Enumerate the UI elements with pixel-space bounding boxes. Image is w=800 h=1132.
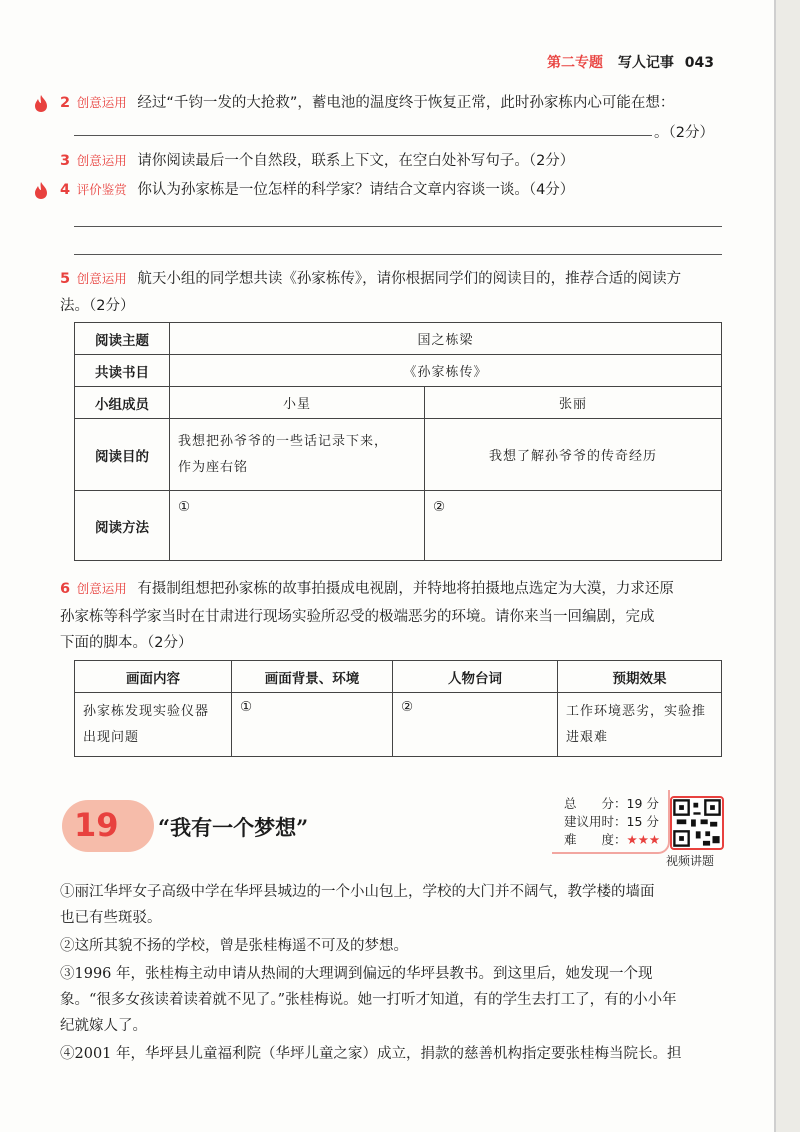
theme-label: 阅读主题 (75, 323, 170, 355)
lesson-title: “我有一个梦想” (158, 815, 309, 840)
method-b-blank[interactable]: ② (425, 491, 722, 561)
passage-line: 象。“很多女孩读着读着就不见了。”张桂梅说。她一打听才知道，有的学生去打工了，有的小小年 (60, 992, 677, 1008)
passage-line: ④2001 年，华坪县儿童福利院（华坪儿童之家）成立，捐款的慈善机构指定要张桂梅当院长。担 (60, 1046, 682, 1062)
question-2-tail: 。（2分） (654, 125, 714, 141)
question-2-text: 经过“千钧一发的大抢救”，蓄电池的温度终于恢复正常，此时孙家栋内心可能在想： (137, 95, 675, 111)
effect-cell: 工作环境恶劣，实验推 进艰难 (558, 693, 722, 757)
question-4: 4 评价鉴赏 你认为孙家栋是一位怎样的科学家？请结合文章内容谈一谈。（4分） (60, 182, 575, 198)
dialogue-blank[interactable]: ② (393, 693, 558, 757)
lesson-number-badge (62, 800, 154, 852)
answer-line-2[interactable] (74, 135, 652, 136)
page-header (547, 52, 714, 72)
qr-code-icon[interactable] (670, 796, 724, 850)
flame-icon (34, 182, 48, 199)
col-dialogue: 人物台词 (393, 661, 558, 693)
question-5: 5 创意运用 航天小组的同学想共读《孙家栋传》，请你根据同学们的阅读目的，推荐合适的阅读方 (60, 271, 682, 287)
header-topic: 第二专题 (547, 55, 604, 71)
passage-line: 也已有些斑驳。 (60, 910, 162, 926)
background-blank[interactable]: ① (232, 693, 393, 757)
book-value: 《孙家栋传》 (170, 355, 722, 387)
question-6: 6 创意运用 有摄制组想把孙家栋的故事拍摄成电视剧，并特地将拍摄地点选定为大漠，力求还原 (60, 581, 674, 597)
page-edge (774, 0, 800, 1132)
reading-table (74, 322, 722, 561)
purpose-b: 我想了解孙爷爷的传奇经历 (425, 419, 722, 491)
col-effect: 预期效果 (558, 661, 722, 693)
answer-line-4a[interactable] (74, 226, 722, 227)
answer-line-4b[interactable] (74, 254, 722, 255)
question-3-text: 请你阅读最后一个自然段，联系上下文，在空白处补写句子。（2分） (137, 153, 575, 169)
question-5-cont: 法。（2分） (60, 298, 135, 314)
question-3: 3 创意运用 请你阅读最后一个自然段，联系上下文，在空白处补写句子。（2分） (60, 153, 575, 169)
video-explanation-label[interactable]: 视频讲题 (666, 854, 715, 868)
member-label: 小组成员 (75, 387, 170, 419)
difficulty-stars: ★★★ (626, 832, 661, 847)
member-b: 张丽 (425, 387, 722, 419)
book-label: 共读书目 (75, 355, 170, 387)
question-5-text: 航天小组的同学想共读《孙家栋传》，请你根据同学们的阅读目的，推荐合适的阅读方 (137, 271, 682, 287)
method-label: 阅读方法 (75, 491, 170, 561)
passage-line: ①丽江华坪女子高级中学在华坪县城边的一个小山包上，学校的大门并不阔气，教学楼的墙面 (60, 884, 655, 900)
difficulty: 难 度：★★★ (564, 832, 661, 847)
scene-cell: 孙家栋发现实验仪器 出现问题 (75, 693, 232, 757)
passage-line: ③1996 年，张桂梅主动申请从热闹的大理调到偏远的华坪县教书。到这里后，她发现一个现 (60, 966, 653, 982)
header-title: 写人记事 (617, 55, 674, 71)
col-background: 画面背景、环境 (232, 661, 393, 693)
passage-line: ②这所其貌不扬的学校，曾是张桂梅遥不可及的梦想。 (60, 938, 408, 954)
question-6-text: 有摄制组想把孙家栋的故事拍摄成电视剧，并特地将拍摄地点选定为大漠，力求还原 (137, 581, 674, 597)
lesson-number: 19 (74, 806, 119, 844)
question-6-cont2: 下面的脚本。（2分） (60, 635, 193, 651)
question-6-cont1: 孙家栋等科学家当时在甘肃进行现场实验所忍受的极端恶劣的环境。请你来当一回编剧，完成 (60, 609, 655, 625)
purpose-label: 阅读目的 (75, 419, 170, 491)
theme-value: 国之栋梁 (170, 323, 722, 355)
flame-icon (34, 95, 48, 112)
total-score: 总 分：19 分 (564, 796, 659, 811)
lesson-info-box (552, 790, 670, 854)
method-a-blank[interactable]: ① (170, 491, 425, 561)
question-4-text: 你认为孙家栋是一位怎样的科学家？请结合文章内容谈一谈。（4分） (137, 182, 575, 198)
page-edge-rule (774, 0, 776, 1132)
question-2: 2 创意运用 经过“千钧一发的大抢救”，蓄电池的温度终于恢复正常，此时孙家栋内心可能在想： (60, 95, 675, 111)
suggested-time: 建议用时：15 分 (564, 814, 659, 829)
script-table (74, 660, 722, 757)
member-a: 小星 (170, 387, 425, 419)
page-number: 043 (684, 55, 714, 71)
col-scene: 画面内容 (75, 661, 232, 693)
purpose-a: 我想把孙爷爷的一些话记录下来， 作为座右铭 (170, 419, 425, 491)
passage-line: 纪就嫁人了。 (60, 1018, 147, 1034)
